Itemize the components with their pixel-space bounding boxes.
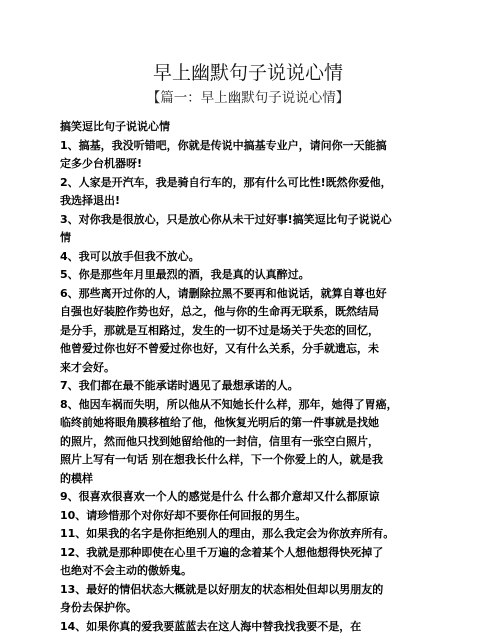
- text-line: 定多少台机器呀!: [60, 155, 440, 174]
- page-title: 早上幽默句子说说心情: [0, 60, 496, 86]
- text-line: 他曾爱过你也好不曾爱过你也好，又有什么关系，分手就遗忘，未: [60, 340, 440, 359]
- text-line: 搞笑逗比句子说说心情: [60, 118, 440, 137]
- text-line: 2、人家是开汽车，我是骑自行车的，那有什么可比性!既然你爱他，: [60, 174, 440, 193]
- text-line: 8、他因车祸而失明，所以他从不知她长什么样，那年，她得了胃癌，: [60, 396, 440, 415]
- text-line: 是分手，那就是互相路过，发生的一切不过是场关于失恋的回忆，: [60, 322, 440, 341]
- text-line: 也绝对不会主动的傲娇鬼。: [60, 562, 440, 581]
- text-line: 照片上写有一句话 别在想我长什么样，下一个你爱上的人，就是我: [60, 451, 440, 470]
- text-line: 11、如果我的名字是你拒绝别人的理由，那么我定会为你放弃所有。: [60, 525, 440, 544]
- text-line: 临终前她将眼角膜移植给了他，他恢复光明后的第一件事就是找她: [60, 414, 440, 433]
- text-line: 自强也好装腔作势也好，总之，他与你的生命再无联系，既然结局: [60, 303, 440, 322]
- text-line: 14、如果你真的爱我要蓝蓝去在这人海中替我找我要不是，在: [60, 618, 440, 636]
- text-line: 身份去保护你。: [60, 599, 440, 618]
- text-line: 情: [60, 229, 440, 248]
- text-line: 9、很喜欢很喜欢一个人的感觉是什么 什么都介意却又什么都原谅: [60, 488, 440, 507]
- text-line: 的照片，然而他只找到她留给他的一封信，信里有一张空白照片，: [60, 433, 440, 452]
- text-line: 13、最好的情侣状态大概就是以好朋友的状态相处但却以男朋友的: [60, 581, 440, 600]
- text-line: 7、我们都在最不能承诺时遇见了最想承诺的人。: [60, 377, 440, 396]
- section-heading: 【篇一：早上幽默句子说说心情】: [0, 88, 496, 108]
- text-line: 6、那些离开过你的人，请删除拉黑不要再和他说话，就算自尊也好: [60, 285, 440, 304]
- text-line: 5、你是那些年月里最烈的酒，我是真的认真醉过。: [60, 266, 440, 285]
- article-body: [60, 118, 440, 636]
- text-line: 12、我就是那种即使在心里千万遍的念着某个人想他想得快死掉了: [60, 544, 440, 563]
- text-line: 4、我可以放手但我不放心。: [60, 248, 440, 267]
- text-line: 1、搞基，我没听错吧，你就是传说中搞基专业户，请问你一天能搞: [60, 137, 440, 156]
- text-line: 10、请珍惜那个对你好却不要你任何回报的男生。: [60, 507, 440, 526]
- text-line: 我选择退出!: [60, 192, 440, 211]
- text-line: 3、对你我是很放心，只是放心你从未干过好事!搞笑逗比句子说说心: [60, 211, 440, 230]
- text-line: 的模样: [60, 470, 440, 489]
- text-line: 来才会好。: [60, 359, 440, 378]
